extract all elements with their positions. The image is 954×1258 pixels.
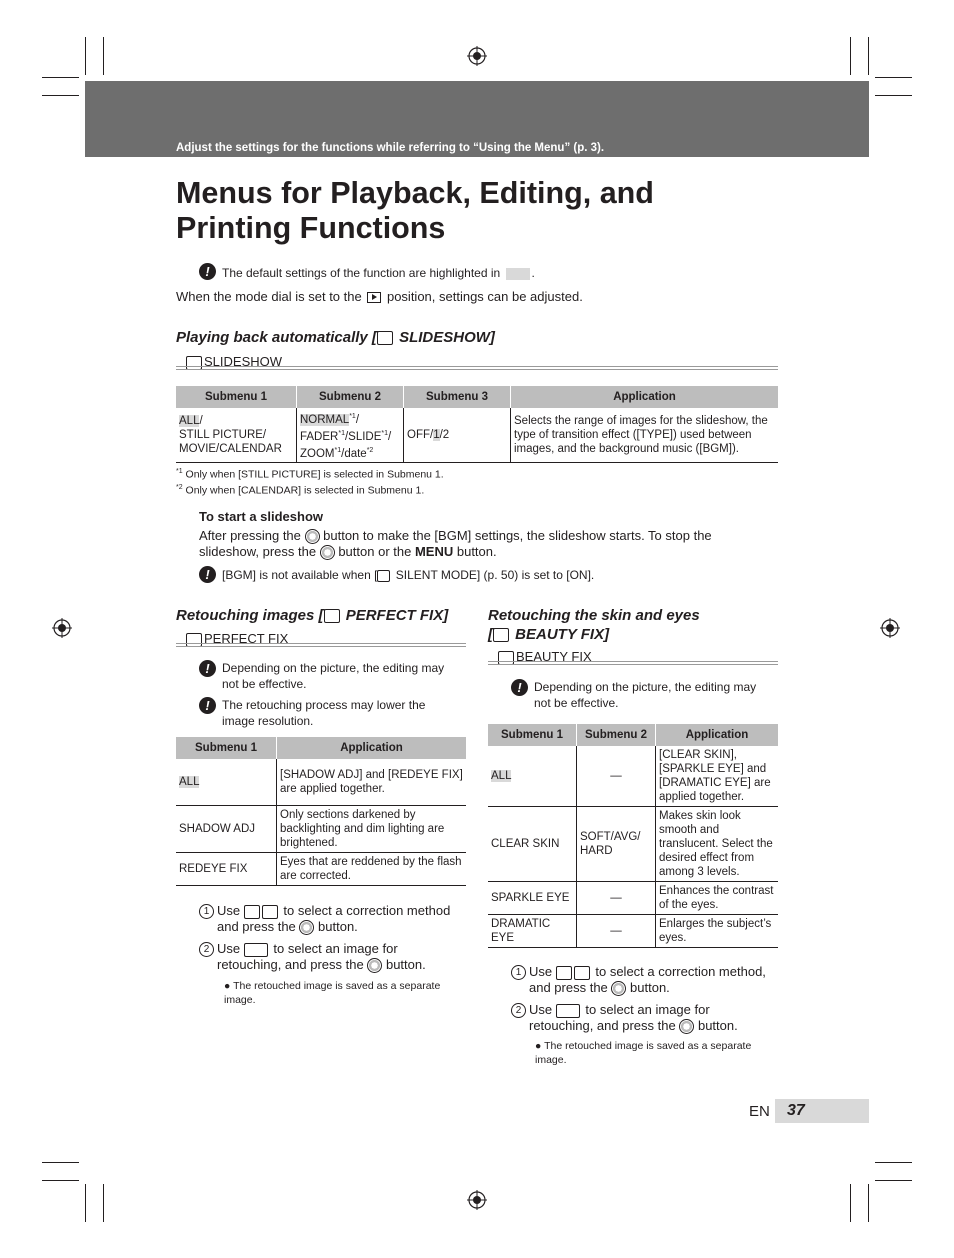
default-note: The default settings of the function are highlighted in . bbox=[222, 266, 535, 280]
page-number: 37 bbox=[787, 1102, 805, 1119]
column-header: Submenu 1 bbox=[176, 737, 277, 759]
text: and press the bbox=[529, 980, 608, 996]
footnote-mark: *2 bbox=[366, 446, 374, 454]
table-cell: Enhances the contrast of the eyes. bbox=[656, 882, 779, 915]
crop-mark bbox=[42, 95, 79, 96]
text: slideshow, press the bbox=[199, 544, 317, 560]
page-title-line2: Printing Functions bbox=[176, 211, 446, 245]
language-label: EN bbox=[749, 1103, 770, 1120]
table-cell: [SHADOW ADJ] and [REDEYE FIX] are applied together. bbox=[277, 759, 467, 806]
highlight-swatch bbox=[506, 268, 530, 280]
divider bbox=[488, 661, 778, 665]
table-cell bbox=[488, 746, 577, 807]
heading-text: [ bbox=[488, 626, 493, 643]
table-row bbox=[488, 807, 778, 882]
ok-button-icon bbox=[679, 1019, 694, 1034]
caution-icon: ! bbox=[199, 566, 216, 583]
bullet-text: The retouched image is saved as a separate image. bbox=[535, 1040, 752, 1066]
crop-mark bbox=[103, 1184, 104, 1222]
beauty-fix-table bbox=[488, 724, 778, 948]
registration-mark-icon bbox=[880, 618, 900, 638]
text: to select an image for bbox=[585, 1002, 710, 1017]
column-header: Application bbox=[656, 724, 779, 746]
footnote-mark: *1 bbox=[334, 446, 342, 454]
table-cell: CLEAR SKIN bbox=[488, 807, 577, 882]
left-right-arrow-icon bbox=[556, 1004, 580, 1018]
text: Use bbox=[529, 1002, 553, 1017]
dial-note bbox=[176, 289, 583, 305]
beauty-fix-icon bbox=[493, 628, 509, 642]
text: to select a correction method bbox=[283, 903, 451, 918]
crop-mark bbox=[42, 1180, 79, 1181]
cell-text: /SLIDE bbox=[344, 430, 382, 443]
text: Use bbox=[529, 964, 553, 979]
default-value: 1 bbox=[433, 429, 440, 442]
text: [BGM] is not available when [ bbox=[222, 568, 378, 582]
crop-mark bbox=[85, 37, 86, 75]
text: After pressing the bbox=[199, 528, 301, 543]
footnote-2 bbox=[176, 480, 424, 499]
left-right-arrow-icon bbox=[244, 943, 268, 957]
column-header: Application bbox=[277, 737, 467, 759]
footnote-mark: *1 bbox=[338, 429, 345, 437]
label-text: PERFECT FIX bbox=[204, 631, 289, 646]
down-arrow-icon bbox=[574, 966, 590, 980]
column-header: Submenu 3 bbox=[404, 386, 511, 408]
heading-text: BEAUTY FIX] bbox=[511, 626, 610, 643]
step-number: 2 bbox=[199, 942, 214, 957]
table-cell: — bbox=[577, 882, 656, 915]
text: to select an image for bbox=[273, 941, 398, 956]
slideshow-table bbox=[176, 386, 778, 463]
bullet-icon: ● bbox=[535, 1040, 542, 1052]
footnote-mark: *1 bbox=[349, 413, 356, 420]
label-text: BEAUTY FIX bbox=[516, 649, 592, 664]
crop-mark bbox=[42, 77, 79, 78]
table-cell: SOFT/AVG/ HARD bbox=[577, 807, 656, 882]
column-header: Submenu 2 bbox=[577, 724, 656, 746]
perfect-fix-table bbox=[176, 737, 466, 886]
crop-mark bbox=[875, 1180, 912, 1181]
perfect-fix-icon bbox=[324, 609, 340, 623]
table-cell: Selects the range of images for the slideshow, the type of transition effect ([TYPE]) used between images, and the background music ([BGM]). bbox=[511, 408, 779, 463]
cell-text: /date bbox=[341, 447, 367, 460]
text: button. bbox=[385, 957, 426, 973]
crop-mark bbox=[868, 1184, 869, 1222]
crop-mark bbox=[875, 95, 912, 96]
bullet-icon: ● bbox=[224, 980, 231, 992]
text: Use bbox=[217, 941, 241, 956]
beauty-fix-step-1 bbox=[511, 964, 779, 996]
text: button. bbox=[318, 919, 358, 935]
caution-icon: ! bbox=[199, 660, 216, 677]
text: button. bbox=[630, 980, 670, 996]
crop-mark bbox=[875, 1162, 912, 1163]
cell-text: / bbox=[355, 413, 360, 426]
step-number: 2 bbox=[511, 1003, 526, 1018]
cell-text: STILL PICTURE/ bbox=[179, 429, 267, 442]
cell-text: /2 bbox=[439, 429, 450, 442]
ok-button-icon bbox=[367, 958, 382, 973]
perfect-fix-note-1: Depending on the picture, the editing may not be effective. bbox=[222, 661, 445, 691]
registration-mark-icon bbox=[467, 1190, 487, 1210]
table-cell bbox=[176, 408, 297, 463]
default-value: NORMAL bbox=[300, 413, 350, 426]
text: Use bbox=[217, 903, 241, 918]
column-header: Submenu 1 bbox=[488, 724, 577, 746]
down-arrow-icon bbox=[262, 905, 278, 919]
heading-text: Retouching images [ bbox=[176, 607, 324, 624]
registration-mark-icon bbox=[467, 46, 487, 66]
up-down-arrow-icon bbox=[556, 966, 572, 980]
table-row bbox=[176, 853, 466, 886]
heading-text: PERFECT FIX] bbox=[341, 607, 449, 624]
perfect-fix-heading bbox=[176, 606, 448, 625]
column-header: Application bbox=[511, 386, 779, 408]
perfect-fix-note-2: The retouching process may lower the image resolution. bbox=[222, 698, 426, 728]
table-cell: DRAMATIC EYE bbox=[488, 915, 577, 948]
slideshow-label-text: SLIDESHOW bbox=[204, 354, 283, 369]
text: retouching, and press the bbox=[529, 1018, 676, 1034]
table-cell: Makes skin look smooth and translucent. Select the desired effect from among 3 levels. bbox=[656, 807, 779, 882]
table-row bbox=[176, 806, 466, 853]
perfect-fix-step-1 bbox=[199, 903, 467, 935]
registration-mark-icon bbox=[52, 618, 72, 638]
perfect-fix-bullet bbox=[224, 979, 464, 1007]
ok-button-icon bbox=[305, 529, 320, 544]
header-note: Adjust the settings for the functions while referring to “Using the Menu” (p. 3). bbox=[176, 142, 605, 154]
slideshow-heading-before: Playing back automatically [ bbox=[176, 329, 377, 346]
silent-mode-icon bbox=[377, 570, 390, 582]
cell-text: / bbox=[199, 415, 203, 428]
table-cell bbox=[297, 408, 404, 463]
beauty-fix-heading bbox=[488, 606, 700, 644]
text: retouching, and press the bbox=[217, 957, 364, 973]
slideshow-icon bbox=[377, 331, 393, 345]
table-cell: — bbox=[577, 915, 656, 948]
table-cell: SHADOW ADJ bbox=[176, 806, 277, 853]
text: SILENT MODE] (p. 50) is set to [ON]. bbox=[392, 568, 595, 582]
cell-text: MOVIE/CALENDAR bbox=[179, 443, 282, 456]
footnote-mark: *1 bbox=[176, 468, 183, 475]
text: to select a correction method, bbox=[595, 964, 766, 979]
crop-mark bbox=[850, 1184, 851, 1222]
table-row bbox=[488, 746, 778, 807]
table-cell: SPARKLE EYE bbox=[488, 882, 577, 915]
playback-icon bbox=[367, 292, 381, 303]
beauty-fix-note-1: Depending on the picture, the editing may not be effective. bbox=[534, 680, 757, 710]
table-cell: Only sections darkened by backlighting and dim lighting are brightened. bbox=[277, 806, 467, 853]
text: and press the bbox=[217, 919, 296, 935]
bgm-note bbox=[222, 567, 594, 583]
heading-text: Retouching the skin and eyes bbox=[488, 607, 700, 624]
default-value: ALL bbox=[179, 415, 200, 428]
text: button. bbox=[697, 1018, 738, 1034]
bullet-text: The retouched image is saved as a separate image. bbox=[224, 980, 441, 1006]
table-cell: — bbox=[577, 746, 656, 807]
start-slideshow-heading: To start a slideshow bbox=[199, 509, 324, 524]
cell-text: OFF/ bbox=[407, 429, 434, 442]
table-cell: [CLEAR SKIN], [SPARKLE EYE] and [DRAMATIC EYE] are applied together. bbox=[656, 746, 779, 807]
crop-mark bbox=[103, 37, 104, 75]
crop-mark bbox=[850, 37, 851, 75]
text: button. bbox=[456, 544, 497, 560]
table-cell: Enlarges the subject’s eyes. bbox=[656, 915, 779, 948]
cell-text: / bbox=[388, 430, 392, 443]
table-cell bbox=[404, 408, 511, 463]
crop-mark bbox=[85, 1184, 86, 1222]
divider bbox=[176, 643, 466, 647]
footnote-mark: *1 bbox=[381, 429, 389, 437]
table-row bbox=[176, 408, 778, 463]
step-number: 1 bbox=[199, 904, 214, 919]
table-row bbox=[488, 882, 778, 915]
table-cell: REDEYE FIX bbox=[176, 853, 277, 886]
slideshow-heading-after: SLIDESHOW] bbox=[394, 329, 495, 346]
ok-button-icon bbox=[299, 920, 314, 935]
dial-note-after: position, settings can be adjusted. bbox=[386, 289, 583, 304]
column-header: Submenu 1 bbox=[176, 386, 297, 408]
footnote-mark: *2 bbox=[176, 484, 183, 491]
ok-button-icon bbox=[320, 545, 335, 560]
crop-mark bbox=[868, 37, 869, 75]
caution-icon: ! bbox=[199, 263, 216, 280]
caution-icon: ! bbox=[199, 697, 216, 714]
beauty-fix-bullet bbox=[535, 1039, 775, 1067]
table-cell bbox=[176, 759, 277, 806]
dial-note-before: When the mode dial is set to the bbox=[176, 289, 362, 304]
crop-mark bbox=[875, 77, 912, 78]
divider bbox=[176, 366, 778, 370]
column-header: Submenu 2 bbox=[297, 386, 404, 408]
text: button to make the [BGM] settings, the slideshow starts. To stop the bbox=[323, 528, 712, 543]
ok-button-icon bbox=[611, 981, 626, 996]
table-row bbox=[488, 915, 778, 948]
default-note-text: The default settings of the function are highlighted in bbox=[222, 266, 501, 280]
slideshow-heading bbox=[176, 328, 495, 347]
default-value: ALL bbox=[491, 770, 512, 782]
start-slideshow-text bbox=[199, 528, 759, 560]
step-number: 1 bbox=[511, 965, 526, 980]
text: button or the bbox=[338, 544, 412, 560]
default-value: ALL bbox=[179, 776, 200, 788]
table-cell: Eyes that are reddened by the flash are corrected. bbox=[277, 853, 467, 886]
cell-text: ZOOM bbox=[300, 447, 335, 460]
footnote-text: Only when [STILL PICTURE] is selected in Submenu 1. bbox=[185, 468, 444, 481]
crop-mark bbox=[42, 1162, 79, 1163]
cell-text: FADER bbox=[300, 430, 339, 443]
page-title bbox=[176, 176, 654, 246]
up-down-arrow-icon bbox=[244, 905, 260, 919]
menu-button-label: MENU bbox=[414, 544, 454, 560]
table-row bbox=[176, 759, 466, 806]
caution-icon: ! bbox=[511, 679, 528, 696]
footnote-text: Only when [CALENDAR] is selected in Submenu 1. bbox=[185, 484, 425, 497]
page-title-line1: Menus for Playback, Editing, and bbox=[176, 176, 654, 210]
perfect-fix-step-2 bbox=[199, 941, 467, 973]
beauty-fix-step-2 bbox=[511, 1002, 779, 1034]
